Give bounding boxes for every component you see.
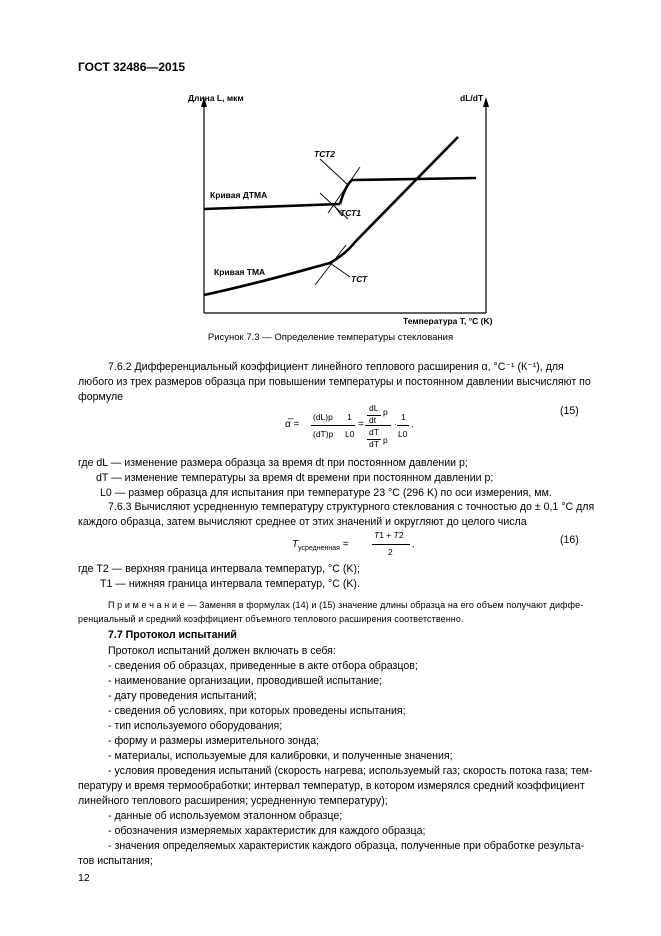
where-l0: L0 — размер образца для испытания при температуре 23 °C (296 K) по оси измерения, мм. xyxy=(100,487,552,499)
equation-16-number: (16) xyxy=(560,534,579,546)
where-dl: где dL — изменение размера образца за время dt при постоянном давлении p; xyxy=(78,457,468,469)
list-item: - дату проведения испытаний; xyxy=(108,690,257,702)
tst-label: TСТ xyxy=(351,274,368,284)
para-7-6-3-line-2: каждого образца, затем вычисляют среднее от этих значений и округляют до целого числа xyxy=(78,516,527,528)
note-line-1: П р и м е ч а н и е — Заменяя в формулах (14) и (15) значение длины образца на его объем получают диффе- xyxy=(108,600,584,610)
tst2-pointer xyxy=(320,159,347,184)
curve-dtma-label: Кривая ДТМА xyxy=(210,190,268,200)
para-7-6-3-line-1: 7.6.3 Вычисляют усредненную температуру структурного стеклования с точностью до ± 0,1 °C для xyxy=(108,501,595,513)
y2-axis-arrow xyxy=(483,97,489,107)
list-item-designations: - обозначения измеряемых характеристик для каждого образца; xyxy=(108,825,426,837)
list-item: - сведения об условиях, при которых проведены испытания; xyxy=(108,705,406,717)
note-line-2: ренциальный и средний коэффициент объемного теплового расширения соответственно. xyxy=(78,614,464,624)
list-item: - сведения об образцах, приведенные в акте отбора образцов; xyxy=(108,660,418,672)
y2-axis-label: dL/dT xyxy=(460,93,484,103)
list-item: - материалы, используемые для калибровки, и полученные значения; xyxy=(108,750,453,762)
equation-16: $T_{усредненная}$ = T1 + T2 2 , xyxy=(292,530,415,557)
list-item-reference: - данные об используемом эталонном образце; xyxy=(108,810,343,822)
equation-15: α̅ = (dL)p (dT)p 1 L0 = dL p dt dT dT p · 1 L0 , xyxy=(285,403,414,449)
para-7-6-2-line-2: любого из трех размеров образца при повышении температуры и постоянном давлении высчисляют по xyxy=(78,376,591,388)
list-item-conditions-line-1: - условия проведения испытаний (скорость нагрева; используемый газ; скорость потока газа; тем- xyxy=(108,765,593,777)
curve-tma-label: Кривая ТМА xyxy=(214,267,266,277)
tst2-label: TСТ2 xyxy=(314,149,335,159)
list-item: - наименование организации, проводившей испытание; xyxy=(108,675,383,687)
where-t1: T1 — нижняя граница интервала температур, °C (K). xyxy=(100,578,360,590)
dtma-curve xyxy=(204,204,340,209)
para-7-6-2-line-1: 7.6.2 Дифференциальный коэффициент линейного теплового расширения α, °С⁻¹ (К⁻¹), для xyxy=(108,361,564,373)
where-dt: dT — изменение температуры за время dt времени при постоянном давлении p; xyxy=(96,472,494,484)
page-number: 12 xyxy=(78,872,90,884)
figure-caption: Рисунок 7.3 — Определение температуры стеклования xyxy=(207,332,454,343)
list-item-values-line-1: - значения определяемых характеристик каждого образца, полученные при обработке результа- xyxy=(108,840,585,852)
section-7-7-title: 7.7 Протокол испытаний xyxy=(108,629,237,641)
para-7-6-2-line-3: формуле xyxy=(78,391,124,403)
list-item: - тип используемого оборудования; xyxy=(108,720,283,732)
tst2-tangent xyxy=(328,167,360,213)
protocol-intro: Протокол испытаний должен включать в себя: xyxy=(108,645,336,657)
tst1-label: TСТ1 xyxy=(340,208,361,218)
list-item: - форму и размеры измерительного зонда; xyxy=(108,735,320,747)
equation-15-number: (15) xyxy=(560,405,579,417)
list-item-values-line-2: тов испытания; xyxy=(78,855,153,867)
list-item-conditions-line-2: пературу и время термообработки; интервал температур, в котором измерялся средний коэффициент xyxy=(78,780,585,792)
tst-pointer xyxy=(330,263,350,277)
where-t2: где T2 — верхняя граница интервала температур, °C (K); xyxy=(78,563,360,575)
x-axis-label: Температура T, °C (K) xyxy=(403,316,493,326)
dtma-curve-upper xyxy=(340,178,476,204)
y-axis-label: Длина L, мкм xyxy=(188,93,244,103)
document-header: ГОСТ 32486—2015 xyxy=(78,60,186,74)
glass-transition-figure xyxy=(170,85,520,330)
list-item-conditions-line-3: линейного теплового расширения; усредненную температуру); xyxy=(78,795,388,807)
